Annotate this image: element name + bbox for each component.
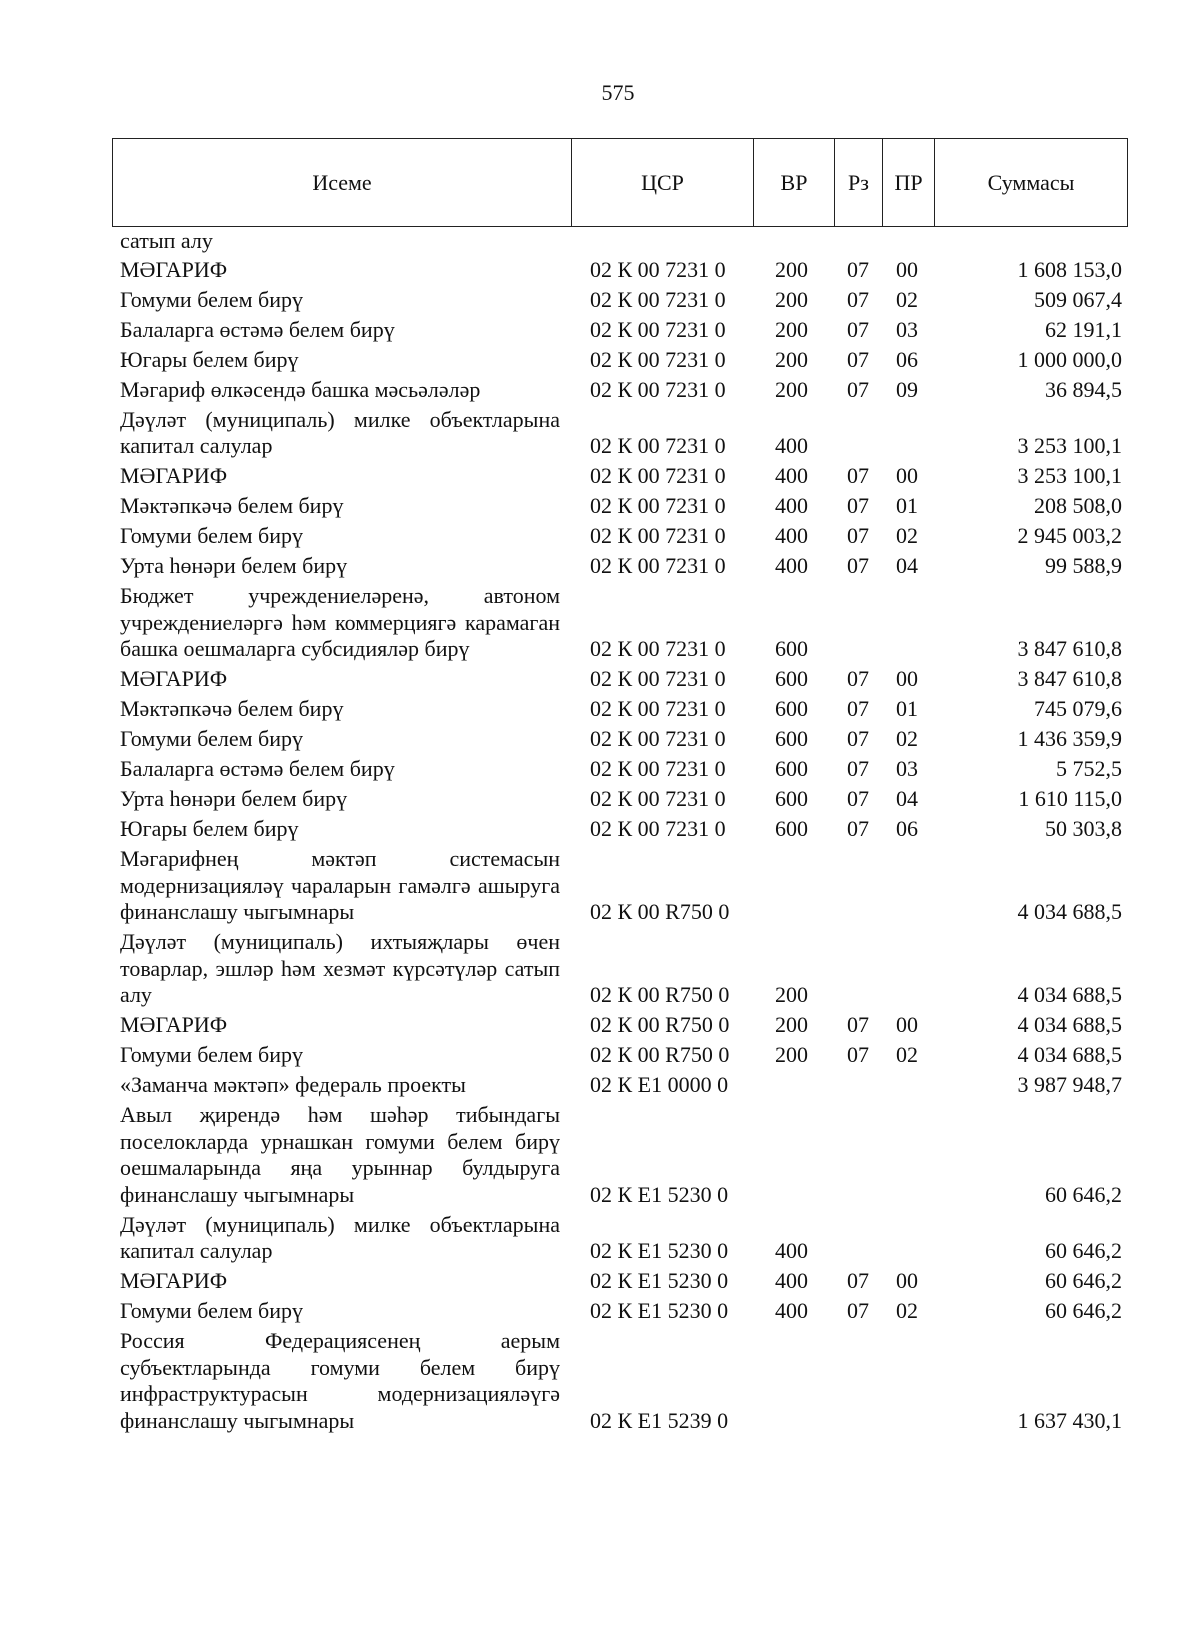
row-csr-cell: 02 К Е1 5230 0 <box>590 1268 729 1293</box>
row-vr-cell: 600 <box>775 756 808 781</box>
row-csr-cell: 02 К 00 R750 0 <box>590 1042 730 1067</box>
row-csr-cell: 02 К 00 7231 0 <box>590 286 726 312</box>
row-vr-cell: 200 <box>775 1042 808 1067</box>
row-sum-cell: 60 646,2 <box>1045 1238 1122 1263</box>
row-csr-cell: 02 К Е1 0000 0 <box>590 1072 729 1097</box>
row-sum-cell: 2 945 003,2 <box>1017 523 1122 548</box>
table-row <box>120 1042 1130 1069</box>
row-csr-cell: 02 К 00 R750 0 <box>590 899 730 924</box>
table-row <box>120 756 1130 783</box>
row-vr-cell: 200 <box>775 376 808 402</box>
row-pr-cell: 00 <box>896 463 918 488</box>
row-vr-cell: 600 <box>775 666 808 691</box>
row-name-cell: МӘГАРИФ <box>120 256 228 282</box>
row-csr-cell: 02 К Е1 5230 0 <box>590 1298 729 1323</box>
row-name-cell: Балаларга өстәмә белем бирү <box>120 756 395 781</box>
row-sum-cell: 60 646,2 <box>1045 1181 1122 1207</box>
table-row <box>120 1298 1130 1325</box>
row-rz-cell: 07 <box>847 286 869 312</box>
table-row <box>120 846 1130 926</box>
row-pr-cell: 02 <box>896 1042 918 1067</box>
row-sum-cell: 208 508,0 <box>1034 493 1122 518</box>
row-csr-cell: 02 К 00 7231 0 <box>590 493 726 518</box>
row-vr-cell: 400 <box>775 1268 808 1293</box>
row-name-cell: МӘГАРИФ <box>120 666 228 691</box>
table-header <box>112 138 1128 227</box>
row-rz-cell: 07 <box>847 696 869 721</box>
table-row <box>120 407 1130 460</box>
row-sum-cell: 4 034 688,5 <box>1017 1042 1122 1067</box>
row-sum-cell: 745 079,6 <box>1034 696 1122 721</box>
row-pr-cell: 01 <box>896 696 918 721</box>
row-csr-cell: 02 К 00 7231 0 <box>590 433 726 458</box>
row-rz-cell: 07 <box>847 316 869 342</box>
column-header-sum: Суммасы <box>935 139 1128 227</box>
row-csr-cell: 02 К 00 7231 0 <box>590 816 726 841</box>
row-vr-cell: 200 <box>775 316 808 342</box>
row-name-cell: МӘГАРИФ <box>120 463 228 488</box>
row-pr-cell: 02 <box>896 523 918 548</box>
row-vr-cell: 200 <box>775 1012 808 1037</box>
row-csr-cell: 02 К Е1 5239 0 <box>590 1407 729 1433</box>
table-row <box>120 1012 1130 1039</box>
table-row <box>120 377 1130 404</box>
row-name-cell: Мәгариф өлкәсендә башка мәсьәләләр <box>120 376 481 402</box>
row-vr-cell: 400 <box>775 493 808 518</box>
row-pr-cell: 00 <box>896 256 918 282</box>
table-row <box>120 228 1130 255</box>
row-pr-cell: 03 <box>896 316 918 342</box>
table-row <box>120 786 1130 813</box>
row-rz-cell: 07 <box>847 1268 869 1293</box>
row-vr-cell: 600 <box>775 636 808 661</box>
row-pr-cell: 02 <box>896 286 918 312</box>
row-rz-cell: 07 <box>847 666 869 691</box>
row-vr-cell: 400 <box>775 523 808 548</box>
row-csr-cell: 02 К 00 7231 0 <box>590 463 726 488</box>
row-sum-cell: 5 752,5 <box>1056 756 1122 781</box>
row-rz-cell: 07 <box>847 346 869 372</box>
column-header-name: Исеме <box>113 139 572 227</box>
column-header-csr: ЦСР <box>572 139 754 227</box>
row-rz-cell: 07 <box>847 553 869 578</box>
table-row <box>120 726 1130 753</box>
row-rz-cell: 07 <box>847 1298 869 1323</box>
table-row <box>120 583 1130 663</box>
row-csr-cell: 02 К 00 7231 0 <box>590 666 726 691</box>
row-rz-cell: 07 <box>847 786 869 811</box>
row-vr-cell: 200 <box>775 346 808 372</box>
row-rz-cell: 07 <box>847 726 869 751</box>
row-name-cell: Россия Федерациясенең аерым субъектларында гомуми белем бирү инфраструктурасын модернизацияләүгә финанслашу чыгымнары <box>120 1328 560 1433</box>
row-vr-cell: 400 <box>775 1238 808 1263</box>
row-name-cell: МӘГАРИФ <box>120 1268 228 1293</box>
row-sum-cell: 50 303,8 <box>1045 816 1122 841</box>
row-sum-cell: 62 191,1 <box>1045 316 1122 342</box>
row-rz-cell: 07 <box>847 463 869 488</box>
row-sum-cell: 3 253 100,1 <box>1017 463 1122 488</box>
row-name-cell: Гомуми белем бирү <box>120 1042 303 1067</box>
row-rz-cell: 07 <box>847 816 869 841</box>
row-sum-cell: 60 646,2 <box>1045 1268 1122 1293</box>
row-sum-cell: 4 034 688,5 <box>1017 899 1122 924</box>
row-rz-cell: 07 <box>847 1042 869 1067</box>
row-name-cell: Югары белем бирү <box>120 816 299 841</box>
row-name-cell: Дәүләт (муниципаль) милке объектларына капитал салулар <box>120 1211 560 1263</box>
row-name-cell: Мәгарифнең мәктәп системасын модернизацияләү чараларын гамәлгә ашыруга финанслашу чыгымнары <box>120 846 560 924</box>
row-csr-cell: 02 К 00 7231 0 <box>590 346 726 372</box>
row-csr-cell: 02 К 00 7231 0 <box>590 636 726 661</box>
row-name-cell: Гомуми белем бирү <box>120 726 303 751</box>
row-pr-cell: 00 <box>896 666 918 691</box>
row-csr-cell: 02 К Е1 5230 0 <box>590 1238 729 1263</box>
row-vr-cell: 200 <box>775 982 808 1007</box>
row-name-cell: Дәүләт (муниципаль) милке объектларына капитал салулар <box>120 406 560 458</box>
row-rz-cell: 07 <box>847 523 869 548</box>
row-csr-cell: 02 К 00 R750 0 <box>590 1012 730 1037</box>
row-sum-cell: 3 987 948,7 <box>1017 1072 1122 1097</box>
page-number: 575 <box>601 80 635 105</box>
column-header-pr: ПР <box>883 139 935 227</box>
row-csr-cell: 02 К Е1 5230 0 <box>590 1181 729 1207</box>
row-csr-cell: 02 К 00 7231 0 <box>590 523 726 548</box>
row-rz-cell: 07 <box>847 493 869 518</box>
row-sum-cell: 99 588,9 <box>1045 553 1122 578</box>
row-name-cell: МӘГАРИФ <box>120 1012 228 1037</box>
row-name-cell: Мәктәпкәчә белем бирү <box>120 493 344 518</box>
table-row <box>120 553 1130 580</box>
row-sum-cell: 3 253 100,1 <box>1017 433 1122 458</box>
table-row <box>120 1212 1130 1265</box>
table-row <box>120 523 1130 550</box>
row-sum-cell: 1 637 430,1 <box>1017 1407 1122 1433</box>
row-name-cell: сатып алу <box>120 228 213 253</box>
column-header-rz: Рз <box>835 139 883 227</box>
row-rz-cell: 07 <box>847 376 869 402</box>
row-pr-cell: 04 <box>896 786 918 811</box>
table-row <box>120 463 1130 490</box>
row-name-cell: Балаларга өстәмә белем бирү <box>120 316 395 342</box>
column-header-vr: ВР <box>754 139 835 227</box>
row-pr-cell: 06 <box>896 816 918 841</box>
row-pr-cell: 09 <box>896 376 918 402</box>
row-vr-cell: 400 <box>775 433 808 458</box>
row-csr-cell: 02 К 00 R750 0 <box>590 982 730 1007</box>
row-name-cell: «Заманча мәктәп» федераль проекты <box>120 1072 466 1097</box>
row-vr-cell: 600 <box>775 816 808 841</box>
row-name-cell: Гомуми белем бирү <box>120 523 303 548</box>
row-csr-cell: 02 К 00 7231 0 <box>590 756 726 781</box>
row-vr-cell: 400 <box>775 1298 808 1323</box>
row-vr-cell: 600 <box>775 696 808 721</box>
row-sum-cell: 1 436 359,9 <box>1017 726 1122 751</box>
table-row <box>120 1328 1130 1434</box>
table-row <box>120 696 1130 723</box>
row-vr-cell: 400 <box>775 463 808 488</box>
row-csr-cell: 02 К 00 7231 0 <box>590 786 726 811</box>
row-sum-cell: 3 847 610,8 <box>1017 636 1122 661</box>
table-row <box>120 347 1130 374</box>
row-csr-cell: 02 К 00 7231 0 <box>590 316 726 342</box>
table-row <box>120 1268 1130 1295</box>
row-pr-cell: 02 <box>896 1298 918 1323</box>
row-pr-cell: 00 <box>896 1012 918 1037</box>
table-row <box>120 287 1130 314</box>
row-sum-cell: 1 608 153,0 <box>1017 256 1122 282</box>
row-pr-cell: 06 <box>896 346 918 372</box>
row-pr-cell: 04 <box>896 553 918 578</box>
table-row <box>120 666 1130 693</box>
row-rz-cell: 07 <box>847 1012 869 1037</box>
row-name-cell: Югары белем бирү <box>120 346 299 372</box>
budget-table-body <box>120 228 1130 1438</box>
row-sum-cell: 1 000 000,0 <box>1017 346 1122 372</box>
row-name-cell: Бюджет учреждениеләренә, автоном учреждениеләргә һәм коммерциягә карамаган башка оешмаларга субсидияләр бирү <box>120 583 560 661</box>
row-name-cell: Урта һөнәри белем бирү <box>120 786 348 811</box>
table-row <box>120 816 1130 843</box>
row-name-cell: Мәктәпкәчә белем бирү <box>120 696 344 721</box>
row-sum-cell: 4 034 688,5 <box>1017 982 1122 1007</box>
table-row <box>120 1072 1130 1099</box>
row-sum-cell: 60 646,2 <box>1045 1298 1122 1323</box>
row-name-cell: Урта һөнәри белем бирү <box>120 553 348 578</box>
row-vr-cell: 600 <box>775 726 808 751</box>
row-csr-cell: 02 К 00 7231 0 <box>590 726 726 751</box>
row-name-cell: Дәүләт (муниципаль) ихтыяҗлары өчен товарлар, эшләр һәм хезмәт күрсәтүләр сатып алу <box>120 929 560 1007</box>
table-row <box>120 317 1130 344</box>
row-sum-cell: 1 610 115,0 <box>1018 786 1122 811</box>
row-csr-cell: 02 К 00 7231 0 <box>590 696 726 721</box>
row-vr-cell: 200 <box>775 286 808 312</box>
row-vr-cell: 600 <box>775 786 808 811</box>
row-rz-cell: 07 <box>847 256 869 282</box>
row-name-cell: Гомуми белем бирү <box>120 1298 303 1323</box>
row-rz-cell: 07 <box>847 756 869 781</box>
row-pr-cell: 02 <box>896 726 918 751</box>
table-row <box>120 493 1130 520</box>
row-pr-cell: 00 <box>896 1268 918 1293</box>
table-row <box>120 929 1130 1009</box>
row-pr-cell: 03 <box>896 756 918 781</box>
row-sum-cell: 509 067,4 <box>1034 286 1122 312</box>
row-csr-cell: 02 К 00 7231 0 <box>590 553 726 578</box>
row-csr-cell: 02 К 00 7231 0 <box>590 256 726 282</box>
row-sum-cell: 4 034 688,5 <box>1017 1012 1122 1037</box>
row-vr-cell: 400 <box>775 553 808 578</box>
row-name-cell: Авыл җирендә һәм шәһәр тибындагы поселокларда урнашкан гомуми белем бирү оешмаларында яңа урыннар булдыруга финанслашу чыгымнары <box>120 1102 560 1207</box>
row-name-cell: Гомуми белем бирү <box>120 286 303 312</box>
row-sum-cell: 36 894,5 <box>1045 376 1122 402</box>
row-csr-cell: 02 К 00 7231 0 <box>590 376 726 402</box>
table-row <box>120 1102 1130 1208</box>
table-row <box>120 257 1130 284</box>
row-pr-cell: 01 <box>896 493 918 518</box>
row-sum-cell: 3 847 610,8 <box>1017 666 1122 691</box>
row-vr-cell: 200 <box>775 256 808 282</box>
